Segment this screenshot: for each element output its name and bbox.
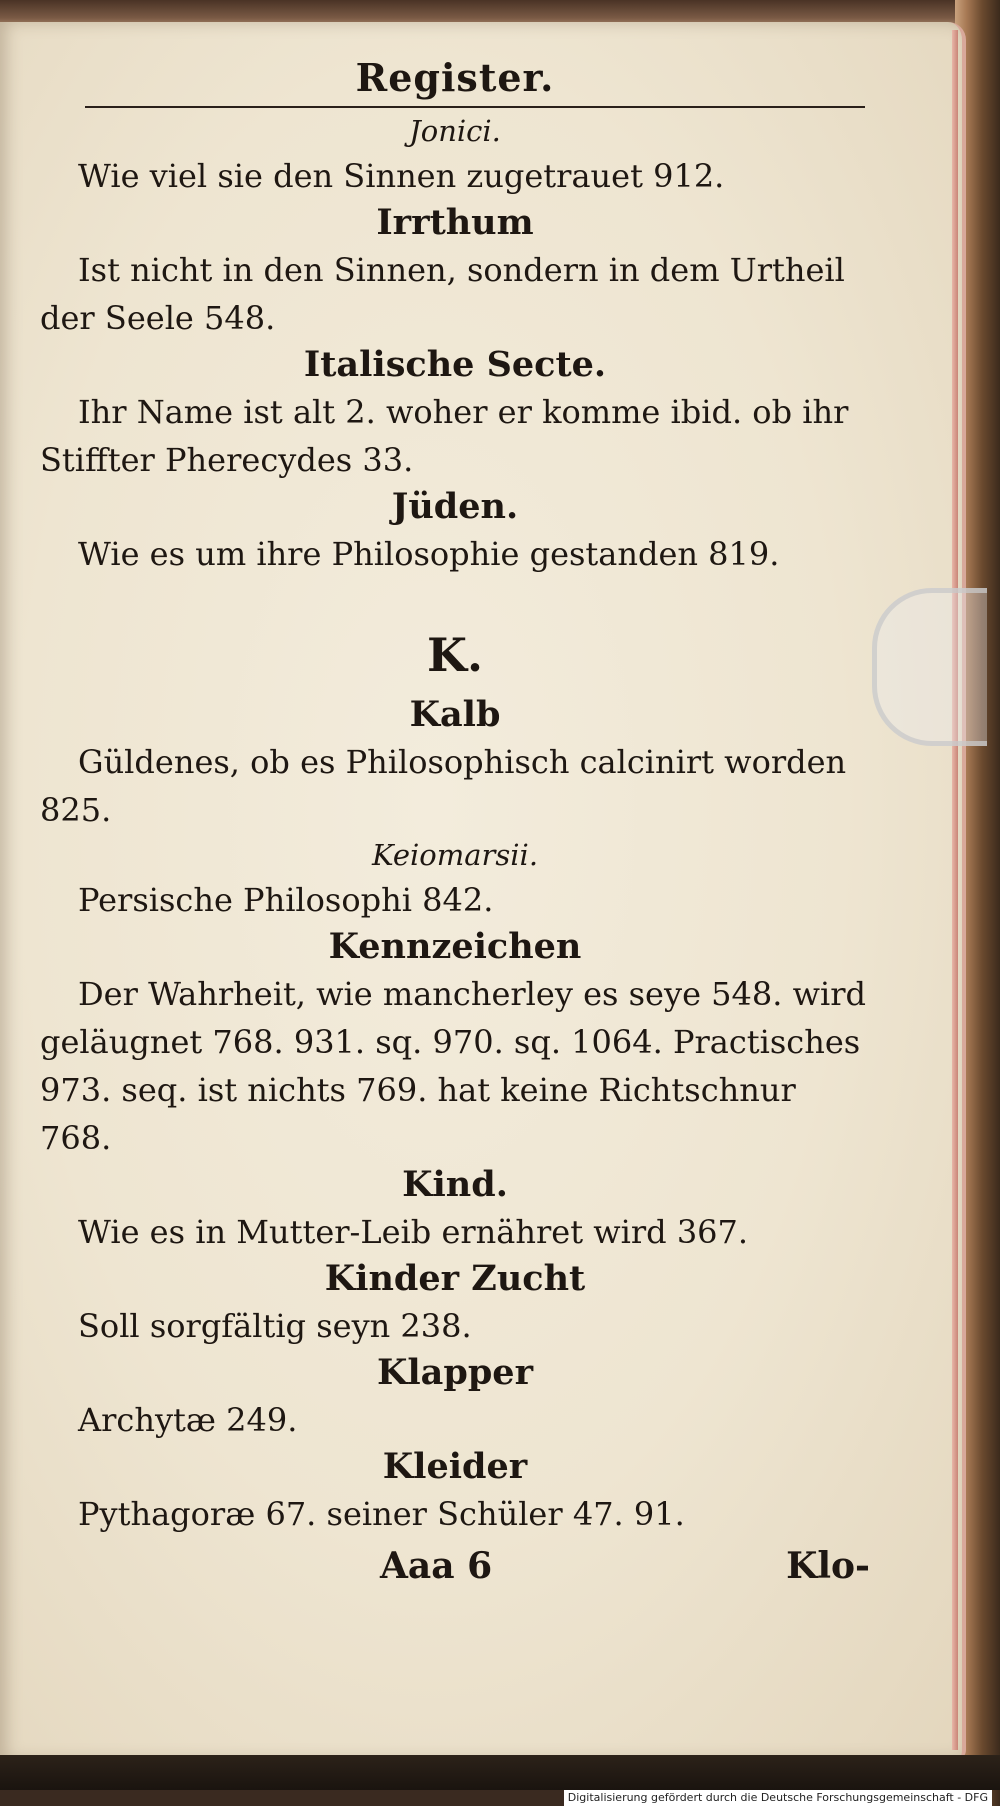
entry-headword: Kind.: [402, 1164, 508, 1205]
index-entry: [40, 834, 870, 924]
index-entry: [40, 484, 870, 578]
entry-text: Ihr Name ist alt 2. woher er komme ibid. ob ihr Stiffter Pherecydes 33.: [40, 393, 849, 479]
entry-text: Archytæ 249.: [78, 1401, 298, 1439]
entry-headword: Keiomarsii.: [371, 838, 539, 872]
entry-text: Der Wahrheit, wie mancherley es seye 548. wird geläugnet 768. 931. sq. 970. sq. 1064. Practisches 973. seq. ist nichts 769. hat keine Richtschnur 768.: [40, 975, 866, 1157]
index-entry: [40, 1444, 870, 1538]
entry-headword: Kinder Zucht: [324, 1258, 586, 1299]
page-clip: [872, 588, 987, 746]
digitization-credit: Digitalisierung gefördert durch die Deutsche Forschungsgemeinschaft - DFG: [564, 1790, 992, 1806]
index-entries-j: [40, 110, 870, 578]
entry-headword: Irrthum: [376, 202, 534, 243]
running-header: Register.: [355, 55, 555, 100]
entry-text: Güldenes, ob es Philosophisch calcinirt worden 825.: [40, 743, 847, 829]
entry-text: Ist nicht in den Sinnen, sondern in dem Urtheil der Seele 548.: [40, 251, 845, 337]
entry-headword: Jüden.: [391, 486, 519, 527]
header-rule: [85, 106, 865, 108]
entry-text: Wie es um ihre Philosophie gestanden 819.: [78, 535, 780, 573]
entry-headword: Italische Secte.: [303, 344, 607, 385]
page-footer: [40, 1545, 870, 1595]
page-red-edge: [952, 30, 958, 1750]
index-entry: [40, 110, 870, 200]
index-entry: [40, 1162, 870, 1256]
entry-headword: Klapper: [376, 1352, 534, 1393]
entry-text: Wie viel sie den Sinnen zugetrauet 912.: [78, 157, 725, 195]
index-entry: [40, 1350, 870, 1444]
signature-mark: Aaa 6: [380, 1545, 493, 1587]
letter-heading: K.: [427, 628, 483, 682]
entry-text: Soll sorgfältig seyn 238.: [78, 1307, 472, 1345]
entry-text: Persische Philosophi 842.: [78, 881, 494, 919]
index-entry: [40, 1256, 870, 1350]
index-entry: [40, 924, 870, 1162]
index-entry: [40, 692, 870, 834]
entry-text: Pythagoræ 67. seiner Schüler 47. 91.: [78, 1495, 685, 1533]
entry-text: Wie es in Mutter-Leib ernähret wird 367.: [78, 1213, 749, 1251]
index-entries-k: [40, 692, 870, 1538]
index-entry: [40, 342, 870, 484]
entry-headword: Kalb: [409, 694, 501, 735]
page-content: [40, 55, 870, 1538]
scan-bottom-strip: [0, 1755, 1000, 1790]
catchword: Klo-: [786, 1545, 870, 1587]
entry-headword: Jonici.: [409, 114, 501, 148]
entry-headword: Kennzeichen: [328, 926, 582, 967]
index-entry: [40, 200, 870, 342]
entry-headword: Kleider: [382, 1446, 528, 1487]
